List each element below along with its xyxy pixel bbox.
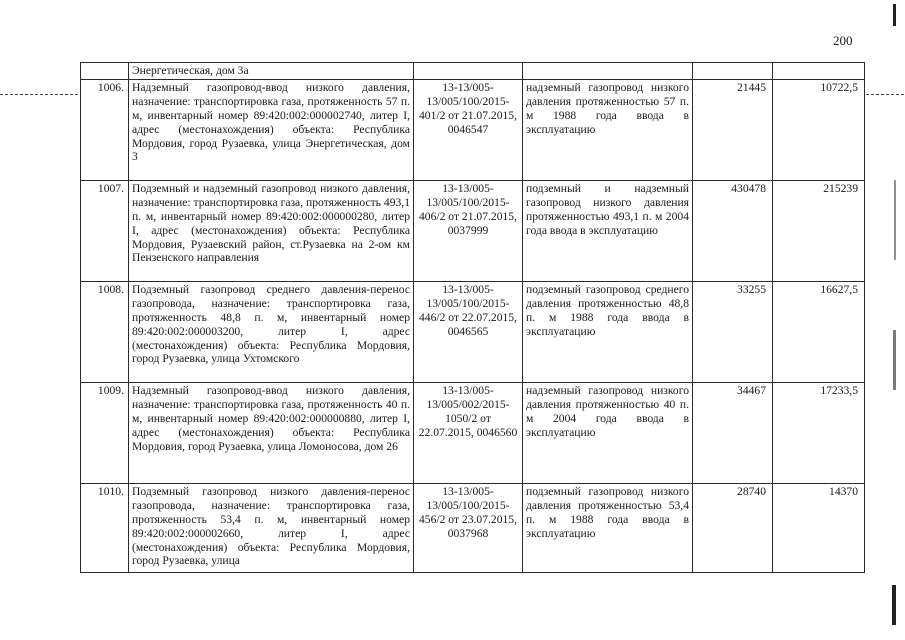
cell-registration: 13-13/005-13/005/100/2015-456/2 от 23.07.2015, 0037968 xyxy=(414,483,523,572)
cell-value-2 xyxy=(773,63,865,80)
cell-registration: 13-13/005-13/005/100/2015-446/2 от 22.07.2015, 0046565 xyxy=(414,281,523,382)
property-table xyxy=(80,62,865,573)
cell-registration xyxy=(414,63,523,80)
table-row xyxy=(81,281,865,382)
scan-artifact-line-left xyxy=(0,94,78,96)
table-row-continued xyxy=(81,63,865,80)
cell-value-1: 28740 xyxy=(693,483,773,572)
cell-characteristics xyxy=(523,63,693,80)
cell-value-2: 215239 xyxy=(773,180,865,281)
table-row xyxy=(81,79,865,180)
cell-value-1: 430478 xyxy=(693,180,773,281)
scan-artifact-edge-bottom xyxy=(892,585,896,625)
cell-description: Подземный газопровод среднего давления-перенос газопровода, назначение: транспортировка газа, протяженность 48,8 п. м, инвентарный номер 89:420:002:000003200, литер I, адрес (местонахождения) объекта: Республика Мордовия, город Рузаевка, улица Ухтомского xyxy=(129,281,414,382)
cell-number: 1009. xyxy=(81,382,129,483)
cell-description: Энергетическая, дом 3а xyxy=(129,63,414,80)
cell-value-2: 14370 xyxy=(773,483,865,572)
cell-number: 1006. xyxy=(81,79,129,180)
cell-value-1: 34467 xyxy=(693,382,773,483)
cell-registration: 13-13/005-13/005/100/2015-406/2 от 21.07.2015, 0037999 xyxy=(414,180,523,281)
table-row xyxy=(81,382,865,483)
cell-number: 1008. xyxy=(81,281,129,382)
scan-artifact-line-right xyxy=(866,94,904,96)
page-number: 200 xyxy=(833,33,853,48)
cell-registration: 13-13/005-13/005/100/2015-401/2 от 21.07.2015, 0046547 xyxy=(414,79,523,180)
cell-value-2: 17233,5 xyxy=(773,382,865,483)
cell-number: 1007. xyxy=(81,180,129,281)
cell-value-1: 21445 xyxy=(693,79,773,180)
cell-number: 1010. xyxy=(81,483,129,572)
cell-description: Надземный газопровод-ввод низкого давления, назначение: транспортировка газа, протяженность 40 п. м, инвентарный номер 89:420:002:000000880, литер I, адрес (местонахождения) объекта: Республика Мордовия, город Рузаевка, улица Ломоносова, дом 26 xyxy=(129,382,414,483)
scan-artifact-edge-mid xyxy=(894,180,896,260)
cell-value-2: 10722,5 xyxy=(773,79,865,180)
scan-artifact-edge-top xyxy=(893,4,896,26)
cell-characteristics: подземный газопровод среднего давления протяженностью 48,8 п. м 1988 года ввода в эксплуатацию xyxy=(523,281,693,382)
cell-characteristics: подземный и надземный газопровод низкого давления протяженностью 493,1 п. м 2004 года ввода в эксплуатацию xyxy=(523,180,693,281)
cell-number xyxy=(81,63,129,80)
cell-description: Подземный газопровод низкого давления-перенос газопровода, назначение: транспортировка газа, протяженность 53,4 п. м, инвентарный номер 89:420:002:000002660, литер I, адрес (местонахождения) объекта: Республика Мордовия, город Рузаевка, улица xyxy=(129,483,414,572)
cell-characteristics: подземный газопровод низкого давления протяженностью 53,4 п. м 1988 года ввода в эксплуатацию xyxy=(523,483,693,572)
cell-description: Надземный газопровод-ввод низкого давления, назначение: транспортировка газа, протяженность 57 п. м, инвентарный номер 89:420:002:000002740, литер I, адрес (местонахождения) объекта: Республика Мордовия, город Рузаевка, улица Энергетическая, дом 3 xyxy=(129,79,414,180)
scan-artifact-edge-low xyxy=(893,330,896,390)
cell-characteristics: надземный газопровод низкого давления протяженностью 40 п. м 2004 года ввода в эксплуатацию xyxy=(523,382,693,483)
cell-characteristics: надземный газопровод низкого давления протяженностью 57 п. м 1988 года ввода в эксплуатацию xyxy=(523,79,693,180)
table-row xyxy=(81,180,865,281)
cell-registration: 13-13/005-13/005/002/2015-1050/2 от 22.07.2015, 0046560 xyxy=(414,382,523,483)
cell-value-1 xyxy=(693,63,773,80)
table-row xyxy=(81,483,865,572)
cell-value-1: 33255 xyxy=(693,281,773,382)
cell-value-2: 16627,5 xyxy=(773,281,865,382)
cell-description: Подземный и надземный газопровод низкого давления, назначение: транспортировка газа, протяженность 493,1 п. м, инвентарный номер 89:420:002:000000280, литер I, адрес (местонахождения) объекта: Республика Мордовия, Рузаевский район, ст.Рузаевка на 2-ом км Пензенского направления xyxy=(129,180,414,281)
